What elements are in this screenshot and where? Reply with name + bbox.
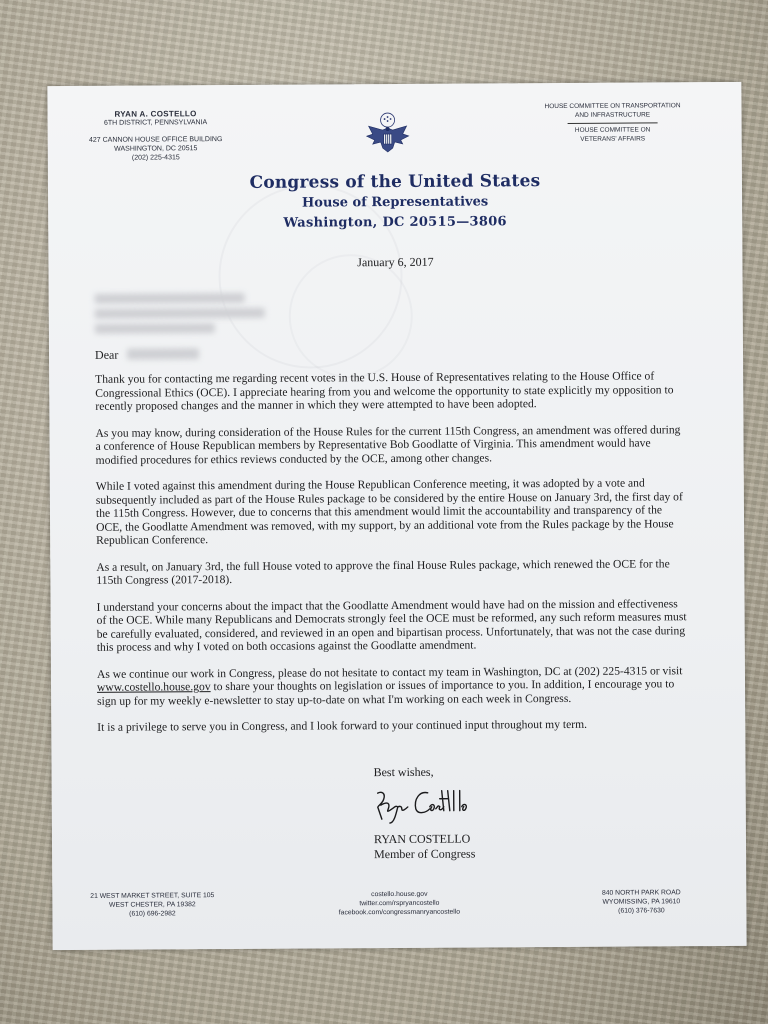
paragraph: As you may know, during consideration of the House Rules for the current 115th Congress, an amendment was offered during a conference of House Republican members by Representative Bob Goodlatte of Virginia. This amendment would have modified procedures for ethics reviews conducted by the OCE, among other changes. bbox=[95, 422, 681, 467]
committee-transportation-line1: HOUSE COMMITTEE ON TRANSPORTATION bbox=[544, 102, 681, 111]
dc-city: WASHINGTON, DC 20515 bbox=[114, 145, 198, 153]
letterhead-subtitle: House of Representatives bbox=[301, 194, 489, 211]
footer-left-line3: (610) 696-2982 bbox=[129, 910, 176, 918]
member-district: 6TH DISTRICT, PENNSYLVANIA bbox=[103, 119, 208, 127]
footer-right-line1: 840 NORTH PARK ROAD bbox=[601, 889, 681, 897]
letter-body bbox=[95, 369, 687, 747]
signer-name: RYAN COSTELLO bbox=[373, 831, 471, 847]
salutation-word: Dear bbox=[94, 347, 119, 362]
paragraph: While I voted against this amendment during the House Republican Conference meeting, it was adopted by a vote and subsequently included as part of the House Rules package to be considered by the entire House on January 3rd, the first day of the 115th Congress. However, due to concerns that this amendment would limit the accountability and transparency of the OCE, the Goodlatte Amendment was removed, with my support, by an additional vote from the Rules package by the House Republican Conference. bbox=[95, 476, 683, 547]
committee-veterans-line2: VETERANS' AFFAIRS bbox=[580, 134, 646, 143]
redacted-recipient-line1 bbox=[95, 293, 245, 304]
footer-right-line3: (610) 376-7630 bbox=[618, 907, 665, 915]
paragraph: As a result, on January 3rd, the full House voted to approve the final House Rules package, which renewed the OCE for the 115th Congress (2017-2018). bbox=[96, 556, 670, 587]
signer-title: Member of Congress bbox=[374, 846, 476, 862]
paragraph: I understand your concerns about the impact that the Goodlatte Amendment would have had on the mission and effectiveness of the OCE. While many Republicans and Democrats strongly feel the OCE must be reformed, any such reform measures must be carefully evaluated, considered, and reviewed in an open and bipartisan process. Unfortunately, that was not the case during this process and why I voted on both occasions against the Goodlatte amendment. bbox=[96, 596, 687, 654]
dc-office: 427 CANNON HOUSE OFFICE BUILDING bbox=[88, 136, 223, 144]
letter-date: January 6, 2017 bbox=[357, 254, 434, 270]
committee-veterans-line1: HOUSE COMMITTEE ON bbox=[574, 126, 651, 134]
header-left-block bbox=[76, 109, 236, 163]
contact-text-before: As we continue our work in Congress, please do not hesitate to contact my team in Washington, DC at (202) 225-4315 or visit bbox=[96, 663, 683, 681]
eagle-seal-icon bbox=[363, 110, 413, 160]
footer-website[interactable]: costello.house.gov bbox=[371, 890, 428, 899]
redacted-recipient-name bbox=[127, 348, 199, 359]
contact-paragraph bbox=[97, 664, 687, 708]
member-name: RYAN A. COSTELLO bbox=[114, 109, 197, 119]
dc-phone: (202) 225-4315 bbox=[131, 154, 180, 162]
footer-left-line1: 21 WEST MARKET STREET, SUITE 105 bbox=[90, 892, 215, 900]
salutation bbox=[95, 348, 118, 363]
signer-block bbox=[374, 832, 476, 863]
footer-westchester-office bbox=[82, 891, 222, 919]
header-right-block bbox=[537, 102, 687, 144]
committee-transportation-line2: AND INFRASTRUCTURE bbox=[574, 110, 651, 119]
footer-wyomissing-office bbox=[576, 888, 706, 916]
footer-facebook[interactable]: facebook.com/congressmanryancostello bbox=[338, 908, 461, 917]
letterhead-title: Congress of the United States bbox=[249, 171, 541, 193]
closing: Best wishes, bbox=[373, 764, 434, 780]
contact-text-after: to share your thoughts on legislation or issues of importance to you. In addition, I encourage you to sign up for my weekly e-newsletter to stay up-to-date on what I'm working on each week in Congress. bbox=[97, 677, 675, 708]
footer-right-line2: WYOMISSING, PA 19610 bbox=[602, 898, 681, 906]
footer-web-links bbox=[299, 889, 499, 917]
closing-paragraph: It is a privilege to serve you in Congress, and I look forward to your continued input throughout my term. bbox=[97, 717, 588, 734]
redacted-recipient-line3 bbox=[95, 323, 215, 334]
watermark-seal-inner bbox=[288, 254, 413, 379]
committee-divider bbox=[568, 122, 658, 124]
paragraph: Thank you for contacting me regarding recent votes in the U.S. House of Representatives relating to the House Office of Congressional Ethics (OCE). I appreciate hearing from you and welcome the opportunity to state explicitly my opposition to recently proposed changes and the manner in which they were attempted to have been adopted. bbox=[95, 369, 674, 413]
redacted-recipient-line2 bbox=[95, 308, 265, 319]
letter-page bbox=[47, 82, 746, 950]
footer-twitter[interactable]: twitter.com/rspryancostello bbox=[359, 899, 440, 908]
signature bbox=[372, 784, 492, 825]
footer-left-line2: WEST CHESTER, PA 19382 bbox=[109, 901, 196, 909]
website-link[interactable]: www.costello.house.gov bbox=[97, 680, 211, 694]
letterhead-address: Washington, DC 20515—3806 bbox=[283, 214, 507, 231]
